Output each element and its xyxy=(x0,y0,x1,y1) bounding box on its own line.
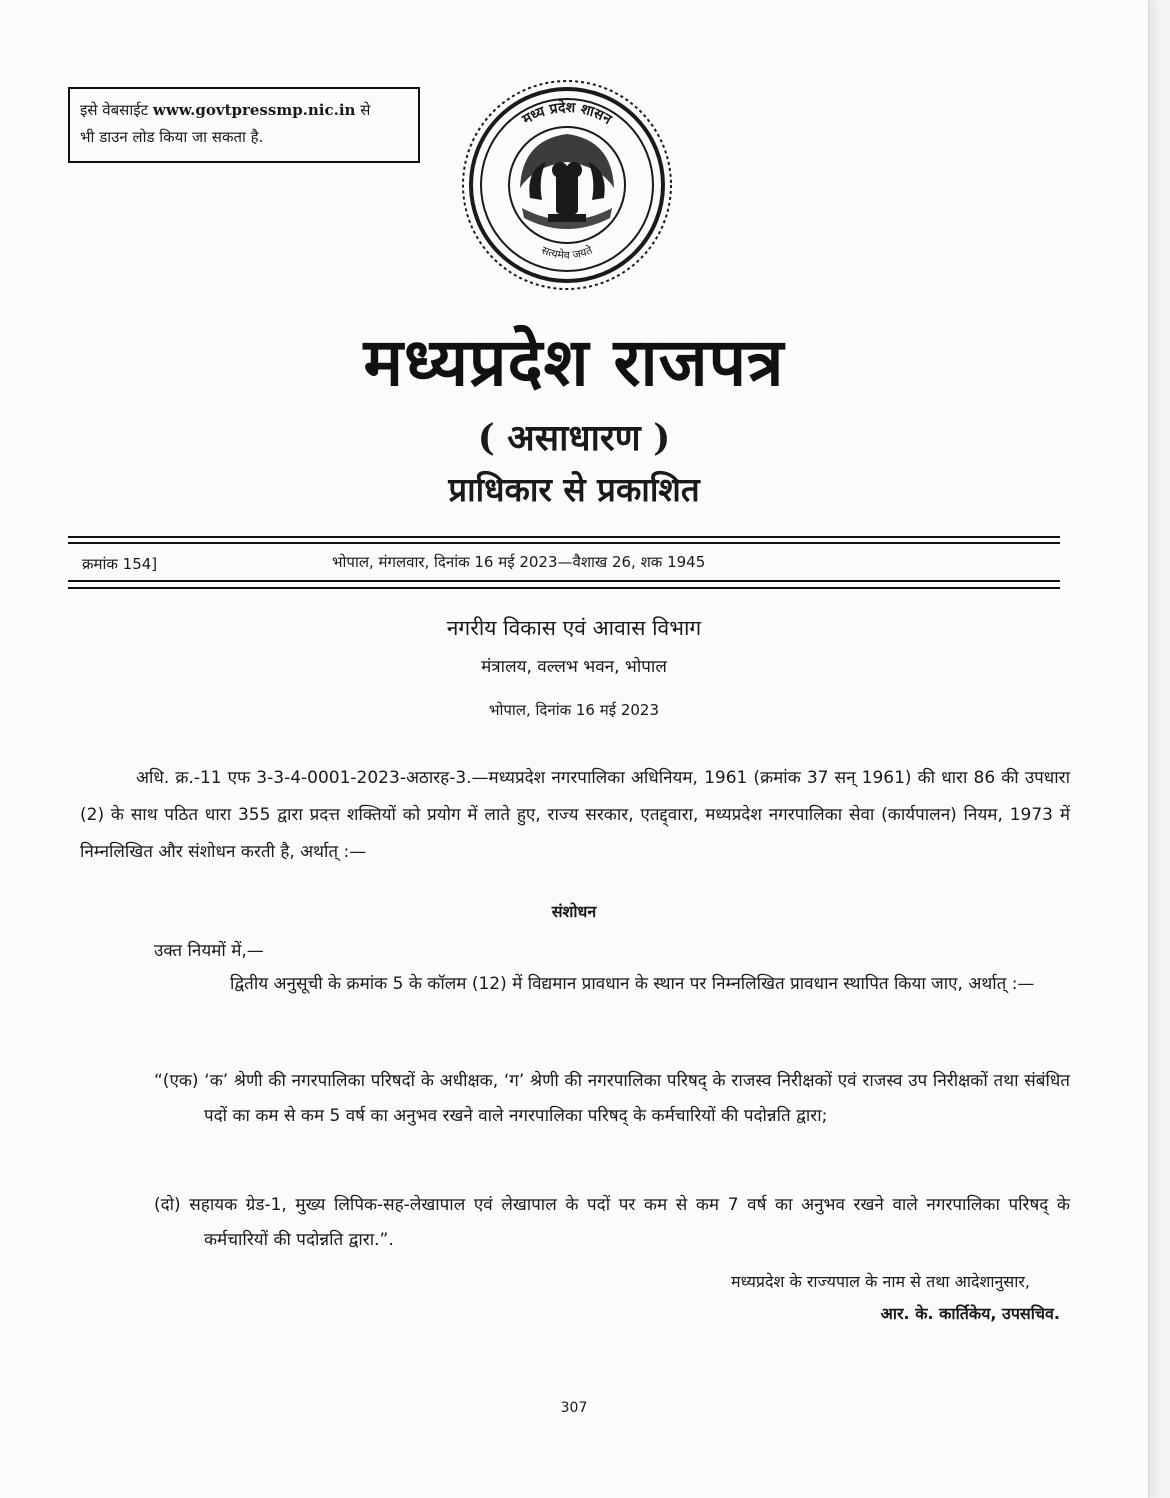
issue-date: भोपाल, मंगलवार, दिनांक 16 मई 2023—वैशाख 26, शक 1945 xyxy=(332,553,706,571)
amendment-intro: उक्त नियमों में,— xyxy=(154,941,264,961)
website-notice-line1: इसे वेबसाईट www.govtpressmp.nic.in से xyxy=(80,101,371,119)
ministry-address: मंत्रालय, वल्लभ भवन, भोपाल xyxy=(481,657,667,677)
amendment-heading: संशोधन xyxy=(551,902,597,921)
top-rule-1 xyxy=(68,536,1060,538)
svg-text:मध्य प्रदेश शासन xyxy=(519,99,615,129)
gazette-title: मध्यप्रदेश राजपत्र xyxy=(363,323,785,401)
gazette-subtitle: ( असाधारण ) xyxy=(477,417,671,459)
published-by-authority: प्राधिकार से प्रकाशित xyxy=(448,470,700,509)
website-notice-line2: भी डाउन लोड किया जा सकता है. xyxy=(80,128,264,146)
issue-info-row xyxy=(68,552,1060,578)
emblem-motto: सत्यमेव जयते xyxy=(539,243,595,262)
page-number: 307 xyxy=(560,1400,588,1416)
clause-one: “(एक) ‘क’ श्रेणी की नगरपालिका परिषदों के अधीक्षक, ‘ग’ श्रेणी की नगरपालिका परिषद् के राजस्व निरीक्षकों एवं राजस्व उप निरीक्षकों तथा संबंधित पदों का कम से कम 5 वर्ष का अनुभव रखने वाले नगरपालिका परिषद् के कर्मचारियों की पदोन्नति द्वारा; xyxy=(154,1071,1070,1126)
bottom-rule-1 xyxy=(68,580,1060,582)
clause-two: (दो) सहायक ग्रेड-1, मुख्य लिपिक-सह-लेखापाल एवं लेखापाल के पदों पर कम से कम 7 वर्ष का अनुभव रखने वाले नगरपालिका परिषद् के कर्मचारियों की पदोन्नति द्वारा.”. xyxy=(154,1195,1070,1250)
signature-authority-line: मध्यप्रदेश के राज्यपाल के नाम से तथा आदेशानुसार, xyxy=(731,1272,1030,1291)
signatory-name: आर. के. कार्तिकेय, उपसचिव. xyxy=(880,1304,1060,1323)
amendment-item: द्वितीय अनुसूची के क्रमांक 5 के कॉलम (12) में विद्यमान प्रावधान के स्थान पर निम्नलिखित प्रावधान स्थापित किया जाए, अर्थात् :— xyxy=(230,974,1035,994)
issue-number: क्रमांक 154] xyxy=(82,555,158,573)
state-emblem-seal xyxy=(460,78,674,292)
emblem-top-text: मध्य प्रदेश शासन xyxy=(519,99,615,128)
top-rule-2 xyxy=(68,542,1060,544)
bottom-rule-2 xyxy=(68,587,1060,589)
department-name: नगरीय विकास एवं आवास विभाग xyxy=(446,616,702,640)
svg-text:सत्यमेव जयते xyxy=(540,243,595,261)
website-notice-box xyxy=(68,87,420,163)
website-url: www.govtpressmp.nic.in xyxy=(152,101,356,119)
notification-date: भोपाल, दिनांक 16 मई 2023 xyxy=(488,701,660,719)
preamble-paragraph: अधि. क्र.-11 एफ 3-3-4-0001-2023-अठारह-3.—मध्यप्रदेश नगरपालिका अधिनियम, 1961 (क्रमांक 37 सन् 1961) की धारा 86 की उपधारा (2) के साथ पठित धारा 355 द्वारा प्रदत्त शक्तियों को प्रयोग में लाते हुए, राज्य सरकार, एतद्द्वारा, मध्यप्रदेश नगरपालिका सेवा (कार्यपालन) नियम, 1973 में निम्नलिखित और संशोधन करती है, अर्थात् :— xyxy=(80,768,1070,862)
